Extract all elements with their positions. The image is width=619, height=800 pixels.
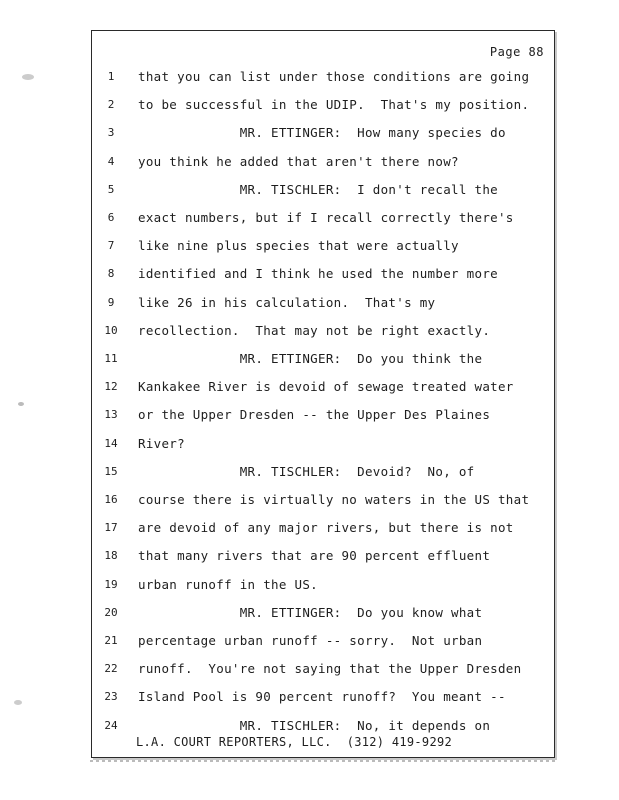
line-text: recollection. That may not be right exactly. [138,322,491,338]
line-number: 7 [107,239,115,253]
line-number: 11 [104,352,118,365]
line-text: or the Upper Dresden -- the Upper Des Plaines [138,407,491,423]
line-number: 18 [104,549,118,563]
line-text: are devoid of any major rivers, but there is not [138,520,514,536]
transcript-line [92,208,556,228]
court-reporter-footer: L.A. COURT REPORTERS, LLC. (312) 419-9292 [136,735,453,749]
line-number: 1 [107,70,115,83]
line-text: percentage urban runoff -- sorry. Not urban [138,633,483,648]
scan-speck [18,402,24,406]
line-text: like nine plus species that were actually [138,238,459,254]
scan-speck [14,700,22,705]
transcript-line [92,405,556,425]
line-number: 14 [104,436,118,450]
line-text: runoff. You're not saying that the Upper Dresden [138,661,522,677]
line-number: 13 [104,408,118,422]
transcript-line [92,490,556,510]
transcript-line [92,659,556,679]
page-edge-shadow [90,760,558,762]
line-number: 10 [104,323,118,337]
line-number: 3 [107,126,115,140]
scan-speck [22,74,34,80]
line-text: urban runoff in the US. [138,576,318,592]
line-text: identified and I think he used the number more [138,266,498,282]
line-text: like 26 in his calculation. That's my [138,294,436,310]
line-text: Kankakee River is devoid of sewage treated water [138,379,514,395]
line-number: 12 [104,380,118,394]
transcript-line [92,575,556,595]
transcript-line [92,518,556,538]
transcript-line [92,631,556,651]
line-number: 19 [104,577,118,591]
line-text: exact numbers, but if I recall correctly there's [138,210,514,225]
line-text: River? [138,435,185,451]
line-text: you think he added that aren't there now? [138,153,459,169]
line-text: that you can list under those conditions are going [138,69,530,84]
transcript-line [92,321,556,341]
transcript-page [91,30,555,758]
line-number: 5 [107,182,115,196]
line-number: 8 [107,267,115,281]
transcript-line [92,716,556,736]
line-number: 17 [104,521,118,535]
transcript-line [92,349,556,369]
transcript-line [92,377,556,397]
line-number: 4 [107,154,115,168]
transcript-line [92,603,556,623]
line-text: MR. TISCHLER: I don't recall the [138,181,498,197]
line-text: MR. ETTINGER: Do you know what [138,604,483,620]
transcript-line [92,123,556,143]
transcript-line [92,293,556,313]
line-number: 22 [104,662,118,676]
line-text: MR. ETTINGER: Do you think the [138,351,483,366]
line-number: 24 [104,718,118,732]
line-text: that many rivers that are 90 percent effluent [138,548,491,564]
transcript-line [92,236,556,256]
transcript-line [92,462,556,482]
page-number: Page 88 [489,45,544,59]
line-text: MR. TISCHLER: No, it depends on [138,717,491,733]
line-number: 21 [104,634,118,647]
line-text: course there is virtually no waters in the US that [138,492,530,507]
line-text: MR. ETTINGER: How many species do [138,125,506,141]
line-number: 23 [104,690,118,704]
line-number: 6 [107,211,115,224]
transcript-line [92,152,556,172]
line-number: 9 [107,295,115,309]
transcript-line [92,687,556,707]
line-text: MR. TISCHLER: Devoid? No, of [138,463,475,479]
transcript-line [92,264,556,284]
transcript-line [92,434,556,454]
line-number: 16 [104,493,118,506]
line-number: 2 [107,98,115,112]
transcript-line [92,546,556,566]
line-number: 20 [104,605,118,619]
line-text: to be successful in the UDIP. That's my position. [138,97,530,113]
transcript-line [92,67,556,87]
transcript-line [92,95,556,115]
line-number: 15 [104,464,118,478]
transcript-line [92,180,556,200]
line-text: Island Pool is 90 percent runoff? You meant -- [138,689,506,705]
